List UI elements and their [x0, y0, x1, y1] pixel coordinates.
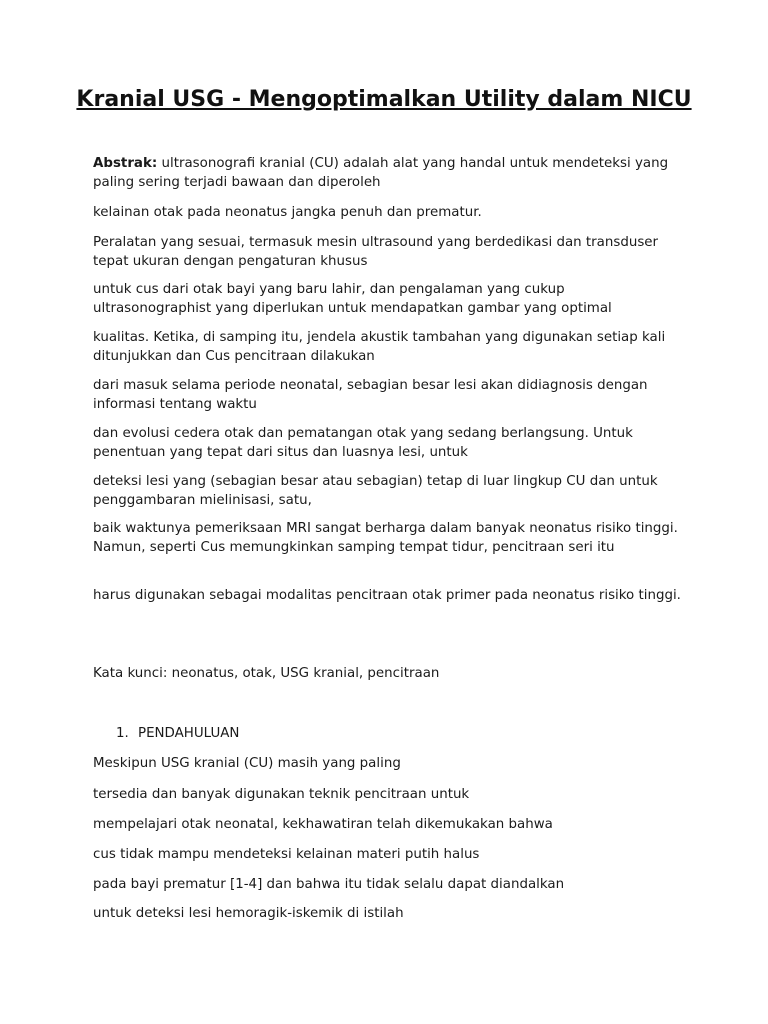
- intro-line-5: pada bayi prematur [1-4] dan bahwa itu tidak selalu dapat diandalkan: [93, 877, 565, 892]
- abstract-label: Abstrak:: [93, 156, 158, 171]
- abstract-paragraph-8: deteksi lesi yang (sebagian besar atau sebagian) tetap di luar lingkup CU dan untuk penggambaran mielinisasi, satu,: [93, 474, 658, 508]
- intro-line-4: cus tidak mampu mendeteksi kelainan materi putih halus: [93, 847, 480, 862]
- abstract-paragraph-4: untuk cus dari otak bayi yang baru lahir, dan pengalaman yang cukup ultrasonographist yang diperlukan untuk mendapatkan gambar yang optimal: [93, 282, 612, 316]
- section-title: PENDAHULUAN: [138, 726, 240, 741]
- document-title: Kranial USG - Mengoptimalkan Utility dalam NICU: [76, 87, 692, 112]
- abstract-paragraph: [93, 155, 683, 192]
- abstract-paragraph-7: dan evolusi cedera otak dan pematangan otak yang sedang berlangsung. Untuk penentuan yang tepat dari situs dan luasnya lesi, untuk: [93, 426, 633, 460]
- abstract-paragraph-2: kelainan otak pada neonatus jangka penuh dan prematur.: [93, 205, 482, 220]
- section-heading: [116, 725, 676, 744]
- abstract-paragraph-9: baik waktunya pemeriksaan MRI sangat berharga dalam banyak neonatus risiko tinggi. Namun, seperti Cus memungkinkan samping tempat tidur, pencitraan seri itu: [93, 521, 678, 555]
- intro-line-3: mempelajari otak neonatal, kekhawatiran telah dikemukakan bahwa: [93, 817, 553, 832]
- intro-line-6: untuk deteksi lesi hemoragik-iskemik di istilah: [93, 906, 404, 921]
- abstract-paragraph-10: harus digunakan sebagai modalitas pencitraan otak primer pada neonatus risiko tinggi.: [93, 588, 681, 603]
- section-number: 1.: [116, 726, 129, 741]
- abstract-text: ultrasonografi kranial (CU) adalah alat yang handal untuk mendeteksi yang paling sering terjadi bawaan dan diperoleh: [93, 156, 669, 190]
- abstract-paragraph-5: kualitas. Ketika, di samping itu, jendela akustik tambahan yang digunakan setiap kali ditunjukkan dan Cus pencitraan dilakukan: [93, 330, 666, 364]
- abstract-paragraph-3: Peralatan yang sesuai, termasuk mesin ultrasound yang berdedikasi dan transduser tepat ukuran dengan pengaturan khusus: [93, 235, 659, 269]
- abstract-paragraph-6: dari masuk selama periode neonatal, sebagian besar lesi akan didiagnosis dengan informasi tentang waktu: [93, 378, 648, 412]
- intro-line-2: tersedia dan banyak digunakan teknik pencitraan untuk: [93, 787, 470, 802]
- keywords-line: Kata kunci: neonatus, otak, USG kranial, pencitraan: [93, 666, 440, 681]
- intro-line-1: Meskipun USG kranial (CU) masih yang paling: [93, 756, 401, 771]
